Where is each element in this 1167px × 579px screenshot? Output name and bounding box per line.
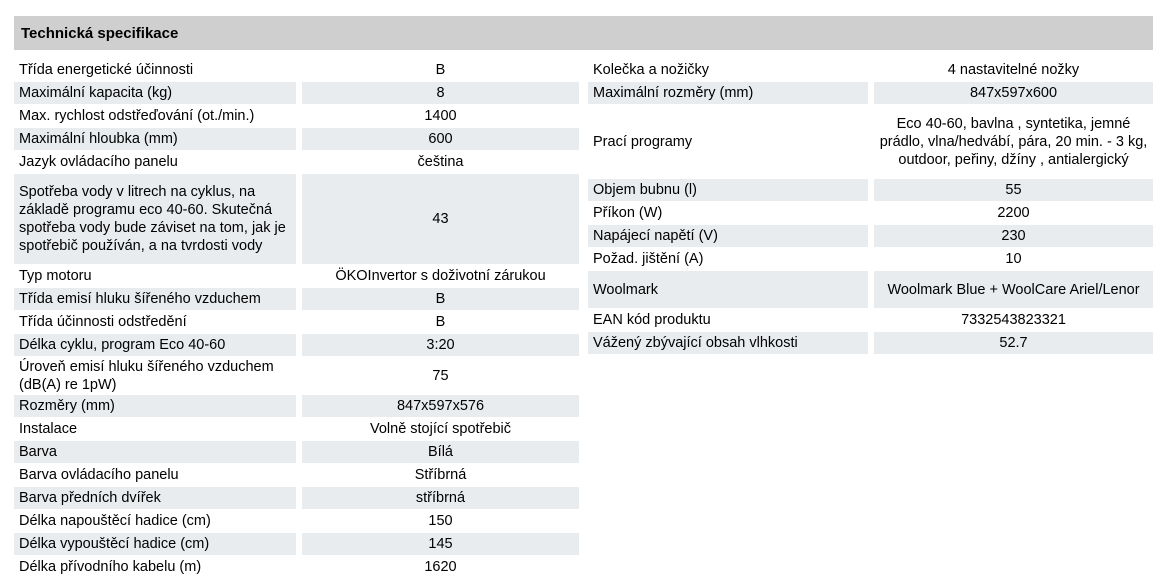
- spec-row: [14, 174, 579, 264]
- spec-value: 75: [432, 367, 449, 384]
- spec-row: [14, 510, 579, 532]
- spec-row: [14, 556, 579, 578]
- spec-value: 145: [302, 533, 579, 555]
- spec-label: Třída energetické účinnosti: [19, 62, 194, 78]
- spec-row: [588, 332, 1153, 354]
- spec-row: [588, 309, 1153, 331]
- spec-row: [14, 288, 579, 310]
- spec-label: Kolečka a nožičky: [593, 62, 710, 78]
- spec-value: 847x597x576: [302, 395, 579, 417]
- spec-row: [588, 82, 1153, 104]
- spec-row: [14, 334, 579, 356]
- spec-label: Maximální hloubka (mm): [14, 128, 296, 150]
- spec-value: 43: [302, 174, 579, 264]
- spec-label: Příkon (W): [593, 205, 663, 221]
- spec-row: [14, 487, 579, 509]
- spec-row: [14, 151, 579, 173]
- spec-value: Volně stojící spotřebič: [369, 421, 512, 437]
- spec-label: Maximální rozměry (mm): [588, 82, 868, 104]
- spec-value: čeština: [417, 154, 464, 170]
- spec-value: Bílá: [302, 441, 579, 463]
- spec-label: Rozměry (mm): [14, 395, 296, 417]
- spec-label: Délka cyklu, program Eco 40-60: [14, 334, 296, 356]
- spec-row: [14, 82, 579, 104]
- spec-label: Úroveň emisí hluku šířeného vzduchem (dB(A) re 1pW): [19, 358, 274, 393]
- spec-label: EAN kód produktu: [593, 312, 711, 328]
- spec-label: Objem bubnu (l): [588, 179, 868, 201]
- spec-row: [588, 271, 1153, 308]
- spec-value: B: [435, 314, 446, 330]
- left-spec-table: [14, 59, 579, 579]
- spec-value: 55: [874, 179, 1153, 201]
- spec-label: Třída účinnosti odstředění: [19, 314, 187, 330]
- spec-value: ÖKOInvertor s doživotní zárukou: [335, 268, 546, 284]
- spec-row: [14, 265, 579, 287]
- spec-row: [14, 418, 579, 440]
- spec-row: [588, 248, 1153, 270]
- spec-label: Instalace: [19, 421, 78, 437]
- spec-label: Délka napouštěcí hadice (cm): [19, 513, 211, 529]
- spec-value: 2200: [997, 205, 1030, 221]
- spec-value: 1400: [424, 108, 457, 124]
- spec-row: [14, 105, 579, 127]
- right-spec-table: [588, 59, 1153, 355]
- spec-value: 230: [874, 225, 1153, 247]
- spec-value: Stříbrná: [414, 467, 467, 483]
- spec-value: 150: [428, 513, 453, 529]
- spec-value: 7332543823321: [961, 312, 1066, 328]
- spec-label: Jazyk ovládacího panelu: [19, 154, 178, 170]
- spec-label: Maximální kapacita (kg): [14, 82, 296, 104]
- spec-label: Požad. jištění (A): [593, 251, 704, 267]
- spec-row: [588, 179, 1153, 201]
- spec-row: [14, 441, 579, 463]
- spec-label: Napájecí napětí (V): [588, 225, 868, 247]
- spec-value: 1620: [424, 559, 457, 575]
- spec-label: Woolmark: [588, 271, 868, 308]
- spec-value: 600: [302, 128, 579, 150]
- spec-label: Barva předních dvířek: [14, 487, 296, 509]
- spec-value: 52.7: [874, 332, 1153, 354]
- spec-label: Délka přívodního kabelu (m): [19, 559, 202, 575]
- spec-label: Barva: [14, 441, 296, 463]
- spec-value: 3:20: [302, 334, 579, 356]
- spec-value: 8: [302, 82, 579, 104]
- spec-row: [588, 59, 1153, 81]
- spec-row: [14, 128, 579, 150]
- spec-value: B: [435, 62, 446, 78]
- spec-value: stříbrná: [302, 487, 579, 509]
- spec-label: Délka vypouštěcí hadice (cm): [14, 533, 296, 555]
- spec-row: [588, 105, 1153, 178]
- spec-row: [14, 357, 579, 394]
- spec-row: [14, 395, 579, 417]
- spec-label: Vážený zbývající obsah vlhkosti: [588, 332, 868, 354]
- spec-row: [588, 225, 1153, 247]
- spec-label: Max. rychlost odstřeďování (ot./min.): [19, 108, 255, 124]
- spec-value: 847x597x600: [874, 82, 1153, 104]
- spec-value: Woolmark Blue + WoolCare Ariel/Lenor: [874, 271, 1153, 308]
- spec-label: Třída emisí hluku šířeného vzduchem: [14, 288, 296, 310]
- spec-row: [14, 533, 579, 555]
- spec-row: [588, 202, 1153, 224]
- spec-value: 10: [1005, 251, 1022, 267]
- spec-row: [14, 59, 579, 81]
- spec-label: Prací programy: [593, 133, 693, 150]
- spec-label: Spotřeba vody v litrech na cyklus, na základě programu eco 40-60. Skutečná spotřeba vody bude záviset na tom, jak je spotřebič používán, a na tvrdosti vody: [14, 174, 296, 264]
- spec-label: Barva ovládacího panelu: [19, 467, 179, 483]
- spec-value: Eco 40-60, bavlna , syntetika, jemné prádlo, vlna/hedvábí, pára, 20 min. - 3 kg, outdoor, peřiny, džíny , antialergický: [879, 115, 1148, 168]
- spec-value: B: [302, 288, 579, 310]
- spec-row: [14, 464, 579, 486]
- spec-value: 4 nastavitelné nožky: [947, 62, 1080, 78]
- section-title: Technická specifikace: [14, 16, 1153, 50]
- spec-row: [14, 311, 579, 333]
- spec-label: Typ motoru: [19, 268, 92, 284]
